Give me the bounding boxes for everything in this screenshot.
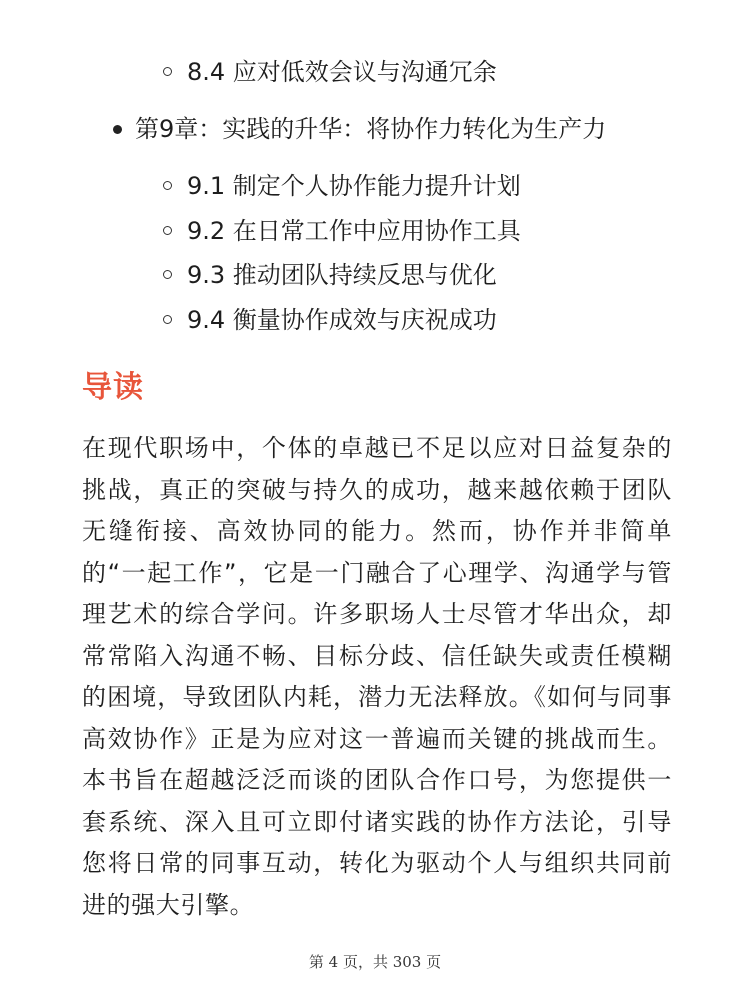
toc-subitem-text: 9.4 衡量协作成效与庆祝成功 bbox=[187, 306, 497, 334]
section-heading: 导读 bbox=[82, 370, 144, 405]
hollow-circle-bullet-icon bbox=[163, 67, 172, 76]
hollow-circle-bullet-icon bbox=[163, 181, 172, 190]
toc-subitem-9-3 bbox=[187, 260, 497, 290]
toc-subitem-text: 9.2 在日常工作中应用协作工具 bbox=[187, 217, 521, 245]
toc-subitem-9-4 bbox=[187, 305, 497, 335]
hollow-circle-bullet-icon bbox=[163, 315, 172, 324]
toc-subitem-9-1 bbox=[187, 171, 521, 201]
filled-circle-bullet-icon bbox=[113, 125, 122, 134]
toc-subitem-8-4 bbox=[187, 57, 497, 87]
toc-subitem-text: 9.1 制定个人协作能力提升计划 bbox=[187, 172, 521, 200]
toc-subitem-9-2 bbox=[187, 216, 521, 246]
hollow-circle-bullet-icon bbox=[163, 270, 172, 279]
toc-chapter-text: 第9章：实践的升华：将协作力转化为生产力 bbox=[135, 115, 607, 143]
page-number-footer: 第 4 页，共 303 页 bbox=[308, 953, 442, 971]
toc-chapter-9 bbox=[135, 113, 606, 145]
toc-subitem-text: 9.3 推动团队持续反思与优化 bbox=[187, 261, 497, 289]
hollow-circle-bullet-icon bbox=[163, 226, 172, 235]
toc-subitem-text: 8.4 应对低效会议与沟通冗余 bbox=[187, 58, 497, 86]
intro-paragraph: 在现代职场中，个体的卓越已不足以应对日益复杂的挑战，真正的突破与持久的成功，越来越依赖于团队无缝衔接、高效协同的能力。然而，协作并非简单的“一起工作”，它是一门融合了心理学、沟通学与管理艺术的综合学问。许多职场人士尽管才华出众，却常常陷入沟通不畅、目标分歧、信任缺失或责任模糊的困境，导致团队内耗，潜力无法释放。《如何与同事高效协作》正是为应对这一普遍而关键的挑战而生。本书旨在超越泛泛而谈的团队合作口号，为您提供一套系统、深入且可立即付诸实践的协作方法论，引导您将日常的同事互动，转化为驱动个人与组织共同前进的强大引擎。 bbox=[82, 434, 672, 919]
